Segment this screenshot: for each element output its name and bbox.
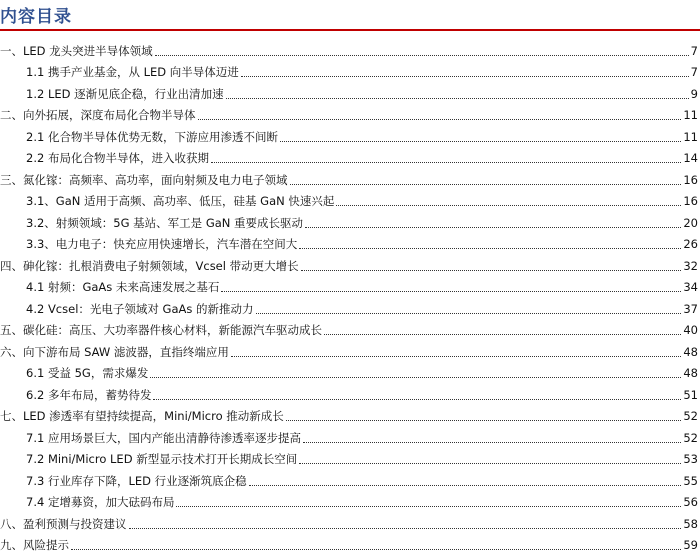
page-title: 内容目录 bbox=[0, 2, 72, 27]
toc-page-number: 52 bbox=[683, 431, 700, 446]
toc-entry[interactable] bbox=[0, 37, 700, 59]
dot-leader bbox=[305, 227, 681, 228]
toc-entry-title: 4.2 Vcsel：光电子领域对 GaAs 的新推动力 bbox=[26, 302, 254, 317]
toc-page-number: 20 bbox=[683, 216, 700, 231]
dot-leader bbox=[211, 162, 681, 163]
toc-page-number: 37 bbox=[683, 302, 700, 317]
dot-leader bbox=[150, 377, 681, 378]
toc-page-number: 51 bbox=[683, 388, 700, 403]
dot-leader bbox=[155, 55, 689, 56]
toc-entry[interactable] bbox=[0, 209, 700, 231]
dot-leader bbox=[249, 485, 682, 486]
toc-entry-title: 三、氮化镓：高频率、高功率，面向射频及电力电子领域 bbox=[0, 173, 288, 188]
toc-entry-title: 2.1 化合物半导体优势无数，下游应用渗透不间断 bbox=[26, 130, 278, 145]
toc-page-number: 56 bbox=[683, 495, 700, 510]
toc-entry[interactable] bbox=[0, 510, 700, 532]
toc-page-number: 48 bbox=[683, 345, 700, 360]
toc-page-number: 26 bbox=[683, 237, 700, 252]
dot-leader bbox=[336, 205, 681, 206]
dot-leader bbox=[198, 119, 682, 120]
dot-leader bbox=[303, 442, 681, 443]
dot-leader bbox=[290, 184, 682, 185]
toc-entry[interactable] bbox=[0, 188, 700, 210]
dot-leader bbox=[241, 76, 689, 77]
toc-entry-title: 4.1 射频：GaAs 未来高速发展之基石 bbox=[26, 280, 219, 295]
dot-leader bbox=[226, 98, 689, 99]
toc-entry-title: 6.1 受益 5G，需求爆发 bbox=[26, 366, 148, 381]
toc-entry[interactable] bbox=[0, 102, 700, 124]
toc-entry-title: 6.2 多年布局，蓄势待发 bbox=[26, 388, 151, 403]
toc-page-number: 9 bbox=[691, 87, 700, 102]
toc-page-number: 7 bbox=[691, 44, 700, 59]
toc-entry-title: 7.1 应用场景巨大，国内产能出清静待渗透率逐步提高 bbox=[26, 431, 301, 446]
toc-entry[interactable] bbox=[0, 381, 700, 403]
toc-page-number: 7 bbox=[691, 65, 700, 80]
toc-entry-title: 3.2、射频领域：5G 基站、军工是 GaN 重要成长驱动 bbox=[26, 216, 303, 231]
toc-page-number: 52 bbox=[683, 409, 700, 424]
toc-entry[interactable] bbox=[0, 274, 700, 296]
toc-entry[interactable] bbox=[0, 446, 700, 468]
toc-entry[interactable] bbox=[0, 489, 700, 511]
dot-leader bbox=[286, 420, 682, 421]
toc-entry-title: 3.1、GaN 适用于高频、高功率、低压，硅基 GaN 快速兴起 bbox=[26, 194, 334, 209]
dot-leader bbox=[71, 549, 681, 550]
dot-leader bbox=[280, 141, 681, 142]
toc-page-number: 59 bbox=[683, 538, 700, 553]
toc-entry[interactable] bbox=[0, 123, 700, 145]
toc-entry-title: 五、碳化硅：高压、大功率器件核心材料，新能源汽车驱动成长 bbox=[0, 323, 322, 338]
dot-leader bbox=[153, 399, 681, 400]
table-of-contents bbox=[0, 37, 700, 553]
dot-leader bbox=[176, 506, 681, 507]
toc-entry[interactable] bbox=[0, 80, 700, 102]
toc-entry-title: 7.3 行业库存下降，LED 行业逐渐筑底企稳 bbox=[26, 474, 247, 489]
toc-page-number: 55 bbox=[683, 474, 700, 489]
toc-page-number: 32 bbox=[683, 259, 700, 274]
toc-entry[interactable] bbox=[0, 59, 700, 81]
dot-leader bbox=[256, 313, 682, 314]
toc-entry-title: 7.2 Mini/Micro LED 新型显示技术打开长期成长空间 bbox=[26, 452, 297, 467]
toc-entry-title: 3.3、电力电子：快充应用快速增长，汽车潜在空间大 bbox=[26, 237, 297, 252]
toc-page-number: 58 bbox=[683, 517, 700, 532]
toc-entry[interactable] bbox=[0, 145, 700, 167]
dot-leader bbox=[324, 334, 681, 335]
toc-entry[interactable] bbox=[0, 317, 700, 339]
dot-leader bbox=[221, 291, 681, 292]
toc-entry-title: 1.2 LED 逐渐见底企稳，行业出清加速 bbox=[26, 87, 224, 102]
toc-page-number: 48 bbox=[683, 366, 700, 381]
toc-entry[interactable] bbox=[0, 403, 700, 425]
toc-entry-title: 八、盈利预测与投资建议 bbox=[0, 517, 127, 532]
toc-page-number: 53 bbox=[683, 452, 700, 467]
dot-leader bbox=[299, 248, 681, 249]
toc-entry-title: 七、LED 渗透率有望持续提高，Mini/Micro 推动新成长 bbox=[0, 409, 284, 424]
dot-leader bbox=[301, 270, 682, 271]
toc-entry[interactable] bbox=[0, 231, 700, 253]
toc-entry-title: 1.1 携手产业基金，从 LED 向半导体迈进 bbox=[26, 65, 239, 80]
toc-entry-title: 2.2 布局化合物半导体，进入收获期 bbox=[26, 151, 209, 166]
toc-entry-title: 六、向下游布局 SAW 滤波器，直指终端应用 bbox=[0, 345, 229, 360]
toc-entry[interactable] bbox=[0, 295, 700, 317]
dot-leader bbox=[299, 463, 681, 464]
toc-page-number: 34 bbox=[683, 280, 700, 295]
toc-entry-title: 四、砷化镓：扎根消费电子射频领域，Vcsel 带动更大增长 bbox=[0, 259, 299, 274]
toc-entry[interactable] bbox=[0, 532, 700, 553]
toc-page-number: 11 bbox=[683, 130, 700, 145]
toc-entry-title: 一、LED 龙头突进半导体领域 bbox=[0, 44, 153, 59]
toc-entry[interactable] bbox=[0, 252, 700, 274]
toc-entry[interactable] bbox=[0, 424, 700, 446]
title-divider bbox=[0, 29, 700, 31]
toc-entry[interactable] bbox=[0, 467, 700, 489]
toc-page-number: 16 bbox=[683, 173, 700, 188]
toc-entry[interactable] bbox=[0, 338, 700, 360]
toc-page-number: 11 bbox=[683, 108, 700, 123]
toc-page-number: 40 bbox=[683, 323, 700, 338]
toc-entry[interactable] bbox=[0, 360, 700, 382]
dot-leader bbox=[231, 356, 681, 357]
toc-entry[interactable] bbox=[0, 166, 700, 188]
toc-entry-title: 二、向外拓展，深度布局化合物半导体 bbox=[0, 108, 196, 123]
toc-page-number: 16 bbox=[683, 194, 700, 209]
toc-entry-title: 7.4 定增募资，加大砝码布局 bbox=[26, 495, 174, 510]
toc-entry-title: 九、风险提示 bbox=[0, 538, 69, 553]
toc-page-number: 14 bbox=[683, 151, 700, 166]
